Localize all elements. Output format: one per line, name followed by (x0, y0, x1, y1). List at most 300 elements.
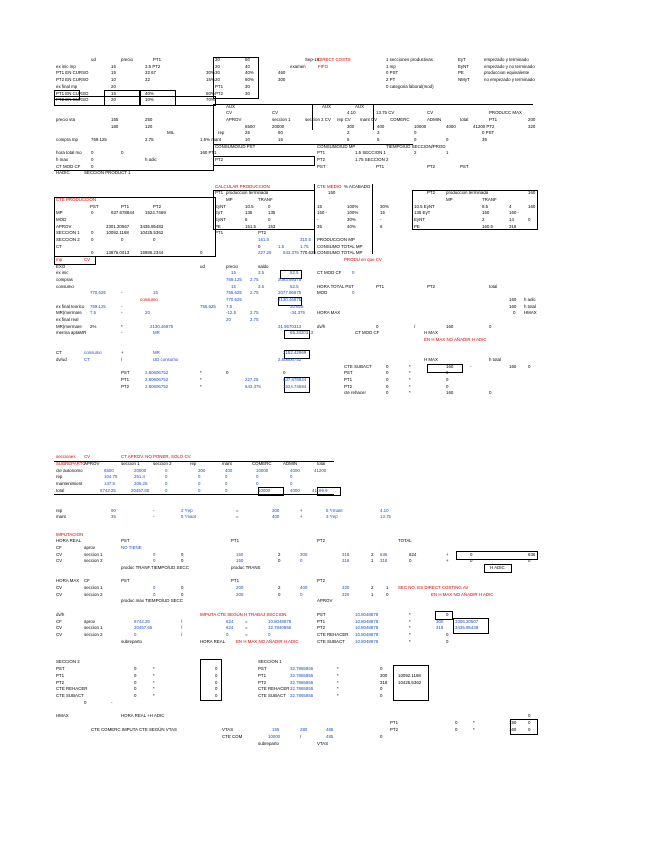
sheet-cell: * (337, 673, 339, 678)
sheet-cell: PT2 EN CURSO (56, 97, 89, 102)
sheet-cell: CF (56, 619, 62, 624)
sheet-cell: 3435.95438 (455, 625, 479, 630)
sheet-cell: PRODU en que CV (344, 257, 382, 262)
sheet-cell: PST (460, 164, 469, 169)
sheet-cell: 0 (121, 150, 124, 155)
sheet-cell: PT1 EN CURSO (56, 91, 89, 96)
sheet-cell: EyNT (458, 64, 469, 69)
sheet-cell: 13876.0013 (106, 250, 130, 255)
sheet-cell: 0 (153, 592, 156, 597)
sheet-cell: CT MOD CF (317, 270, 342, 275)
sheet-cell: 0 (91, 250, 94, 255)
sheet-cell: 0 (278, 592, 281, 597)
sheet-cell: 52.5 (290, 284, 299, 289)
sheet-cell: 135 (268, 210, 276, 215)
sheet-cell: 0 (198, 474, 201, 479)
sheet-cell: rep (218, 130, 225, 135)
sheet-cell: 227.25 (245, 377, 259, 382)
sheet-cell: 40% (245, 70, 254, 75)
sheet-cell: 15 (111, 64, 116, 69)
sheet-cell: 0 (134, 632, 137, 637)
sheet-cell: 5 (347, 137, 350, 142)
sheet-cell: produccion terminada (226, 190, 269, 195)
sheet-cell: 0 (153, 237, 156, 242)
sheet-cell: MP (226, 197, 233, 202)
sheet-cell: HORA MAX (317, 310, 341, 315)
rule (54, 170, 214, 171)
sheet-cell: HADIC (56, 170, 70, 175)
sheet-cell: PST (121, 370, 130, 375)
sheet-cell: PT2 (56, 680, 65, 685)
sheet-cell: 35 (317, 224, 322, 229)
sheet-cell: 2.80606752 (278, 357, 302, 362)
sheet-cell: APROV (84, 461, 100, 466)
sheet-cell: PST (317, 612, 326, 617)
sheet-cell: NMyT (458, 77, 470, 82)
sheet-cell: CTE SUBACT (344, 364, 372, 369)
sheet-cell: * (473, 727, 475, 732)
sheet-cell: 769.125 (226, 277, 242, 282)
sheet-cell: 318 (342, 558, 350, 563)
sheet-cell: UD consumo (153, 357, 179, 362)
sheet-cell: 0 (225, 474, 228, 479)
sheet-cell: 4.10 (347, 110, 356, 115)
sheet-cell: * (153, 673, 155, 678)
sheet-cell: CV (56, 558, 63, 563)
sheet-cell: 0 (470, 552, 473, 557)
sheet-cell: 318 (380, 680, 388, 685)
sheet-cell: mant (222, 461, 232, 466)
sheet-cell: PT1 (153, 57, 162, 62)
sheet-cell: 0 (409, 558, 412, 563)
sheet-cell: seccion 2 (84, 558, 103, 563)
sheet-cell: 1.5 (278, 244, 285, 249)
sheet-cell: 155 (272, 727, 280, 732)
sheet-cell: precio vta (56, 117, 76, 122)
sheet-cell: 400 (377, 124, 385, 129)
sheet-cell: 0 (414, 137, 417, 142)
sheet-cell: 60% (206, 91, 215, 96)
sheet-cell: 318 (380, 558, 388, 563)
cell-border (456, 551, 538, 560)
sheet-cell: 624 (226, 625, 234, 630)
sheet-cell: 52.5 (290, 270, 299, 275)
sheet-cell: 0 (215, 680, 218, 685)
sheet-cell: 624 (409, 552, 417, 557)
sheet-cell: PT1 (215, 230, 224, 235)
sheet-cell: CTE COM (222, 734, 243, 739)
sheet-cell: 0 (84, 700, 87, 705)
sheet-cell: 10000 (414, 124, 427, 129)
sheet-cell: dv/ud (56, 357, 67, 362)
sheet-cell: PT1 (121, 204, 130, 209)
sheet-cell: 15 (153, 290, 158, 295)
sheet-cell: CTE SUBACT (258, 693, 286, 698)
sheet-cell: 3.5 (258, 284, 265, 289)
sheet-cell: 2 (371, 552, 374, 557)
sheet-cell: 150 (236, 552, 244, 557)
rule (314, 184, 315, 254)
sheet-cell: ex final teorico (56, 304, 85, 309)
sheet-cell: MOD (317, 290, 328, 295)
sheet-cell: PE (458, 70, 464, 75)
sheet-cell: 10092.1168 (398, 673, 421, 678)
sheet-cell: 3435.95483 (140, 224, 164, 229)
sheet-cell: 485 (326, 727, 334, 732)
cell-border (54, 197, 216, 257)
sheet-cell: 0 (91, 164, 94, 169)
sheet-cell: 1.5% mant (200, 137, 221, 142)
sheet-cell: AUX (355, 104, 365, 109)
sheet-cell: total (489, 284, 498, 289)
sheet-cell: MOD (56, 217, 67, 222)
sheet-cell: CT MOD CF (355, 330, 380, 335)
sheet-cell: 2 (482, 217, 485, 222)
sheet-cell: 0 (528, 720, 531, 725)
sheet-cell: seccion 1 (121, 461, 140, 466)
sheet-cell: 636 (528, 552, 536, 557)
sheet-cell: PT1 (376, 164, 385, 169)
sheet-cell: 10.8048878 (355, 612, 379, 617)
sheet-cell: cte autonomo (56, 468, 83, 473)
sheet-cell: 15% (206, 77, 215, 82)
sheet-cell: h total (489, 357, 501, 362)
sheet-cell: CTE REHACER (258, 686, 290, 691)
sheet-cell: 30 (215, 57, 220, 62)
sheet-cell: 300 (300, 552, 308, 557)
sheet-cell: 1 secciones productivas (386, 57, 433, 62)
sheet-cell: TRANF (258, 197, 273, 202)
sheet-cell: PT2 (317, 157, 326, 162)
sheet-cell: EyNT (215, 217, 226, 222)
sheet-cell: MR (153, 350, 160, 355)
sheet-cell: 251.4 (134, 474, 145, 479)
sheet-cell: 0 (386, 377, 389, 382)
sheet-cell: HORA TOTAL PST (317, 284, 354, 289)
sheet-cell: DIRECT COSTS (318, 57, 351, 62)
sheet-cell: mant CV (360, 117, 378, 122)
sheet-cell: TIEMPO/UD SECCION/PROD (386, 144, 446, 149)
sheet-cell: TOTAL (398, 538, 412, 543)
sheet-cell: 2.75 (250, 290, 259, 295)
sheet-cell: 0 (446, 137, 449, 142)
cell-border (213, 156, 315, 166)
sheet-cell: seccion 1 (84, 625, 103, 630)
sheet-cell: 13.75 (380, 514, 391, 519)
sheet-cell: * (337, 666, 339, 671)
sheet-cell: 3301.20567 (106, 224, 130, 229)
sheet-cell: saldo (258, 264, 269, 269)
sheet-cell: PE (215, 224, 221, 229)
sheet-cell: ADMIN (427, 117, 442, 122)
sheet-cell: 90 (111, 508, 116, 513)
sheet-cell: 160 (509, 364, 517, 369)
sheet-cell: rep (190, 461, 197, 466)
sheet-cell: 15 (380, 210, 385, 215)
sheet-cell: secciones (56, 454, 76, 459)
sheet-cell: mantenimient (56, 481, 83, 486)
sheet-cell: VTAS (317, 741, 329, 746)
sheet-cell: produc TRANS (231, 565, 261, 570)
sheet-cell: no empezado y terminado (484, 77, 535, 82)
sheet-cell: HMAX (56, 713, 69, 718)
sheet-cell: 0 (134, 680, 137, 685)
sheet-cell: 150 - (317, 210, 328, 215)
sheet-cell: subreparto (121, 639, 142, 644)
sheet-cell: 318 (436, 625, 444, 630)
sheet-cell: 227.25 (258, 250, 272, 255)
sheet-cell: SECCION 1 (258, 659, 282, 664)
sheet-cell: + (300, 508, 303, 513)
sheet-cell: PE (414, 224, 420, 229)
sheet-cell: 10 (111, 77, 116, 82)
sheet-cell: 755.625 (226, 290, 242, 295)
sheet-cell: = (236, 514, 239, 519)
sheet-cell: 769.125 (90, 304, 106, 309)
sheet-cell: 0 (134, 666, 137, 671)
sheet-cell: 0 (380, 666, 383, 671)
sheet-cell: PT2 EN CURSO (56, 77, 89, 82)
sheet-cell: 32.7865855 (290, 673, 314, 678)
sheet-cell: produccion terminada (446, 190, 489, 195)
sheet-cell: 2 *rep (181, 508, 193, 513)
sheet-cell: 0 (386, 384, 389, 389)
sheet-cell: EyT (215, 210, 223, 215)
sheet-cell: seccion 1 (84, 585, 103, 590)
sheet-cell: 0 (446, 639, 449, 644)
sheet-cell: PT2 (344, 384, 353, 389)
sheet-cell: CTE REHACER (317, 632, 349, 637)
sheet-cell: 6742.25 (134, 619, 150, 624)
cell-border (104, 90, 141, 106)
sheet-cell: 10.8048878 (355, 625, 379, 630)
sheet-cell: rep CV (337, 117, 351, 122)
sheet-cell: 6500 (104, 468, 114, 473)
sheet-cell: 0 (352, 270, 355, 275)
sheet-cell: 153 (268, 224, 276, 229)
sheet-cell: CONSUMO TOTAL MP (317, 244, 363, 249)
sheet-cell: * (153, 666, 155, 671)
sheet-cell: 0 (513, 310, 516, 315)
sheet-cell: 40 (245, 64, 250, 69)
sheet-cell: COMERC (390, 117, 410, 122)
sheet-cell: SECCION PRODUCT 1 (84, 170, 131, 175)
sheet-cell: COMERC (252, 461, 272, 466)
sheet-cell: PT1 (215, 190, 224, 195)
sheet-cell: 300 (436, 619, 444, 624)
sheet-cell: * (409, 625, 411, 630)
sheet-cell: 4 (509, 204, 512, 209)
sheet-cell: 4000 (290, 468, 300, 473)
sheet-cell: 4000 (290, 488, 300, 493)
sheet-cell: precio (121, 57, 133, 62)
sheet-cell: PT2 (317, 578, 326, 583)
sheet-cell: examen (290, 64, 306, 69)
sheet-cell: - (111, 700, 113, 705)
sheet-cell: PST (317, 164, 326, 169)
sheet-cell: 100% (347, 210, 359, 215)
sheet-cell: 32.67 (145, 70, 156, 75)
sheet-cell: EyT (458, 57, 466, 62)
sheet-cell: 1.5 SECCION 1 (355, 150, 386, 155)
sheet-cell: 41199.9 (312, 488, 328, 493)
sheet-cell: PT1 EN CURSO (56, 70, 89, 75)
sheet-cell: 40% (347, 224, 356, 229)
sheet-cell: 5 (377, 137, 380, 142)
sheet-cell: H MAX (424, 357, 438, 362)
sheet-cell: HORA MAX (56, 578, 80, 583)
sheet-cell: * (409, 364, 411, 369)
sheet-cell: PRODUCC MAX (489, 110, 522, 115)
sheet-cell: 543.375 (245, 384, 261, 389)
sheet-cell: -34.375 (290, 310, 305, 315)
sheet-cell: 400 (225, 468, 233, 473)
sheet-cell: 2 PT (386, 77, 396, 82)
sheet-cell: SECCION 2 (56, 237, 80, 242)
rule (54, 494, 334, 495)
sheet-cell: 30 (215, 70, 220, 75)
sheet-cell: PT1 (344, 377, 353, 382)
sheet-cell: CTE PRODUCCION (56, 197, 97, 202)
sheet-cell: CTE COMERC IMPUTA CTE SEGÚN VTAS (91, 727, 177, 732)
cell-border (412, 190, 538, 230)
sheet-cell: = (245, 632, 248, 637)
sheet-cell: 5 *rmant (326, 508, 343, 513)
sheet-cell: - (121, 330, 123, 335)
sheet-cell: PT2 (317, 538, 326, 543)
sheet-cell: 0 (258, 244, 261, 249)
sheet-cell: 0 (215, 673, 218, 678)
sheet-cell: hora total mo (56, 150, 82, 155)
sheet-cell: - (121, 304, 123, 309)
sheet-cell: total (317, 461, 326, 466)
sheet-cell: AUX (226, 104, 236, 109)
sheet-cell: 1 (371, 558, 374, 563)
sheet-cell: PT1 (376, 284, 385, 289)
sheet-cell: PST (56, 666, 65, 671)
sheet-cell: 2.75 (250, 317, 259, 322)
sheet-cell: 0 (446, 632, 449, 637)
sheet-cell: seccion 1 (272, 117, 291, 122)
sheet-cell: 0 (153, 585, 156, 590)
sheet-cell: - (317, 217, 319, 222)
sheet-cell: 20 (111, 97, 116, 102)
sheet-cell: 1524.74694 (283, 384, 307, 389)
cell-border (427, 364, 463, 373)
sheet-cell: 200 (236, 585, 244, 590)
sheet-cell: 41200 PT2 (473, 124, 495, 129)
sheet-cell: 0 (278, 558, 281, 563)
sheet-cell: aprov (84, 545, 95, 550)
sheet-cell: 0 (376, 324, 379, 329)
sheet-cell: 3.5 (258, 270, 265, 275)
sheet-cell: - (121, 290, 123, 295)
sheet-cell: 460 (278, 70, 286, 75)
sheet-cell: + (446, 552, 449, 557)
sheet-cell: CV (272, 110, 279, 115)
sheet-cell: PT2 (317, 625, 326, 630)
sheet-cell: PT2 (427, 190, 436, 195)
sheet-cell: 150 (328, 190, 336, 195)
sheet-cell: 15 (111, 91, 116, 96)
sheet-cell: h adic (524, 297, 536, 302)
sheet-cell: MP (56, 210, 63, 215)
sheet-cell: 624 (226, 619, 234, 624)
sheet-cell: PT1 (317, 150, 326, 155)
sheet-cell: * (409, 370, 411, 375)
sheet-cell: 10425.5362 (140, 230, 164, 235)
sheet-cell: PT1 (489, 117, 498, 122)
sheet-cell: 160 - (509, 210, 520, 215)
sheet-cell: 637.678844 (111, 210, 135, 215)
sheet-cell: 250 (145, 117, 153, 122)
sheet-cell: CV (56, 592, 63, 597)
sheet-cell: 40% (145, 91, 154, 96)
sheet-cell: / (121, 357, 123, 362)
sheet-cell: 2% (90, 324, 97, 329)
sheet-cell: 120 (145, 124, 153, 129)
sheet-cell: 0 (165, 474, 168, 479)
sheet-cell: CT (56, 350, 62, 355)
sheet-cell: 160 (528, 190, 536, 195)
sheet-cell: 0 (380, 693, 383, 698)
sheet-cell: ex final real (56, 317, 79, 322)
sheet-cell: APROV (317, 598, 333, 603)
sheet-cell: 32.7865855 (290, 686, 314, 691)
sheet-cell: EyNT (215, 204, 226, 209)
sheet-cell: 0 (386, 370, 389, 375)
sheet-cell: 0 (386, 390, 389, 395)
sheet-cell: ex final mp (56, 84, 78, 89)
sheet-cell: CT (84, 357, 90, 362)
sheet-cell: = (236, 508, 239, 513)
sheet-cell: PT1 (56, 673, 65, 678)
sheet-cell: VTAS (222, 727, 234, 732)
sheet-cell: / (181, 632, 183, 637)
sheet-cell: seccion 1 (84, 552, 103, 557)
sheet-cell: seccion 2 (84, 592, 103, 597)
sheet-cell: + (446, 558, 449, 563)
sheet-cell: 320 (342, 592, 350, 597)
sheet-cell: * (200, 377, 202, 382)
sheet-cell: 0 (165, 488, 168, 493)
sheet-cell: 35 (482, 137, 487, 142)
sheet-cell: PST (121, 538, 130, 543)
sheet-cell: h max (56, 157, 68, 162)
sheet-cell: 300 (278, 77, 286, 82)
sheet-cell: 180 (111, 124, 119, 129)
sheet-cell: 3 (377, 130, 380, 135)
sheet-cell: 2 (371, 585, 374, 590)
sheet-cell: 50 (245, 57, 250, 62)
sheet-cell: HMAX (524, 310, 537, 315)
sheet-cell: 0 (256, 474, 259, 479)
sheet-cell: 32.7865855 (290, 680, 314, 685)
sheet-cell: 0 (300, 592, 303, 597)
sheet-cell: cte rehacer (344, 390, 366, 395)
sheet-cell: CV (56, 552, 63, 557)
cell-border (200, 659, 222, 701)
sheet-cell: % ACABADO (344, 184, 371, 189)
sheet-cell: 160 (509, 727, 517, 732)
sheet-cell: 14 (509, 217, 514, 222)
sheet-cell: consumo (84, 350, 102, 355)
sheet-cell: 0 (528, 364, 531, 369)
sheet-cell: PT2 (427, 284, 436, 289)
sheet-cell: 6 (380, 224, 383, 229)
sheet-cell: seccion 2 (84, 632, 103, 637)
sheet-cell: 0 (256, 481, 259, 486)
